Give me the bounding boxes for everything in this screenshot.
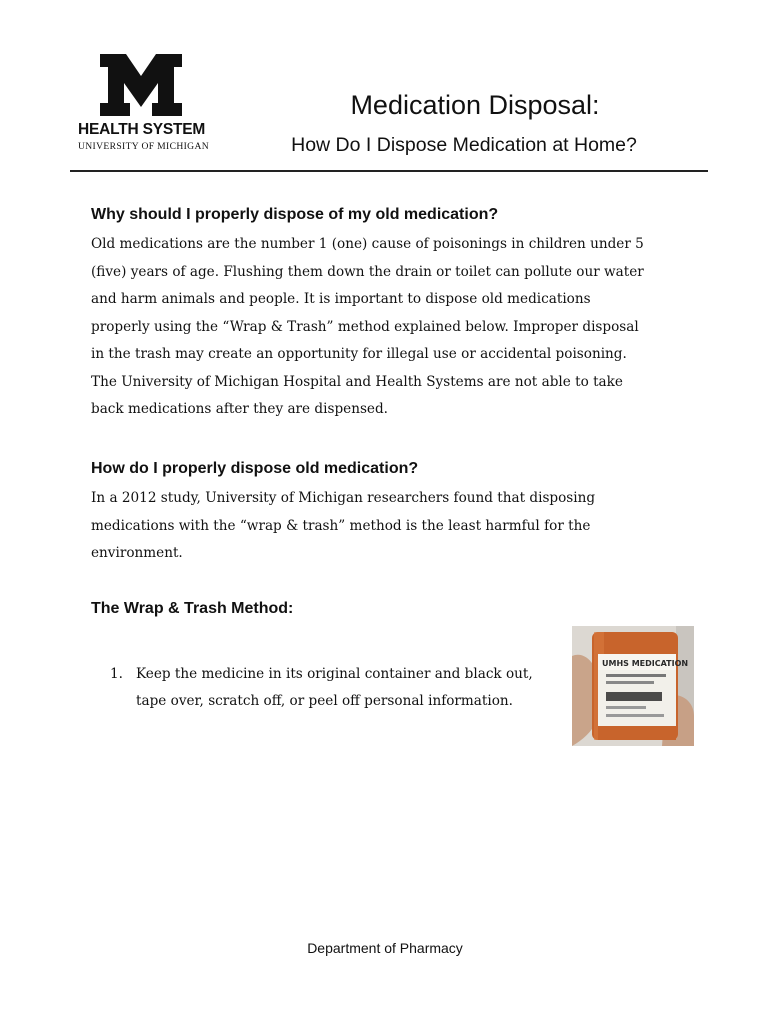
list-item-number: 1. xyxy=(110,666,123,682)
section-heading-how: How do I properly dispose old medication? xyxy=(91,460,419,477)
um-health-system-logo xyxy=(78,54,209,152)
list-item-line: tape over, scratch off, or peel off personal information. xyxy=(136,693,513,709)
footer-department: Department of Pharmacy xyxy=(307,940,463,956)
method-steps-list xyxy=(110,661,565,715)
section-heading-method: The Wrap & Trash Method: xyxy=(91,600,294,617)
section-body-why xyxy=(91,231,703,424)
paragraph-line: and harm animals and people. It is important to dispose old medications xyxy=(91,291,591,307)
paragraph-line: Old medications are the number 1 (one) cause of poisonings in children under 5 xyxy=(91,236,644,252)
paragraph-line: back medications after they are dispensed. xyxy=(91,401,388,417)
block-m-icon xyxy=(100,54,182,116)
page-title: Medication Disposal: xyxy=(350,90,600,120)
paragraph-line: environment. xyxy=(91,545,183,561)
paragraph-line: The University of Michigan Hospital and Health Systems are not able to take xyxy=(91,373,623,390)
paragraph-line: medications with the “wrap & trash” method is the least harmful for the xyxy=(91,517,591,534)
paragraph-line: properly using the “Wrap & Trash” method explained below. Improper disposal xyxy=(91,318,639,335)
section-heading-why: Why should I properly dispose of my old medication? xyxy=(91,206,499,223)
pill-bottle-illustration xyxy=(572,626,694,746)
page-subtitle: How Do I Dispose Medication at Home? xyxy=(291,134,637,156)
header-divider xyxy=(70,170,708,172)
logo-health-system-text: HEALTH SYSTEM xyxy=(78,121,206,138)
list-item-line: Keep the medicine in its original container and black out, xyxy=(136,666,533,682)
section-body-how xyxy=(91,485,703,568)
paragraph-line: (five) years of age. Flushing them down the drain or toilet can pollute our water xyxy=(91,263,644,280)
bottle-label-text: UMHS MEDICATION xyxy=(602,659,689,668)
paragraph-line: In a 2012 study, University of Michigan researchers found that disposing xyxy=(91,490,596,506)
paragraph-line: in the trash may create an opportunity for illegal use or accidental poisoning. xyxy=(91,346,627,362)
list-item xyxy=(110,661,565,715)
logo-university-text: UNIVERSITY OF MICHIGAN xyxy=(78,141,209,152)
pill-bottle-photo xyxy=(572,626,694,746)
